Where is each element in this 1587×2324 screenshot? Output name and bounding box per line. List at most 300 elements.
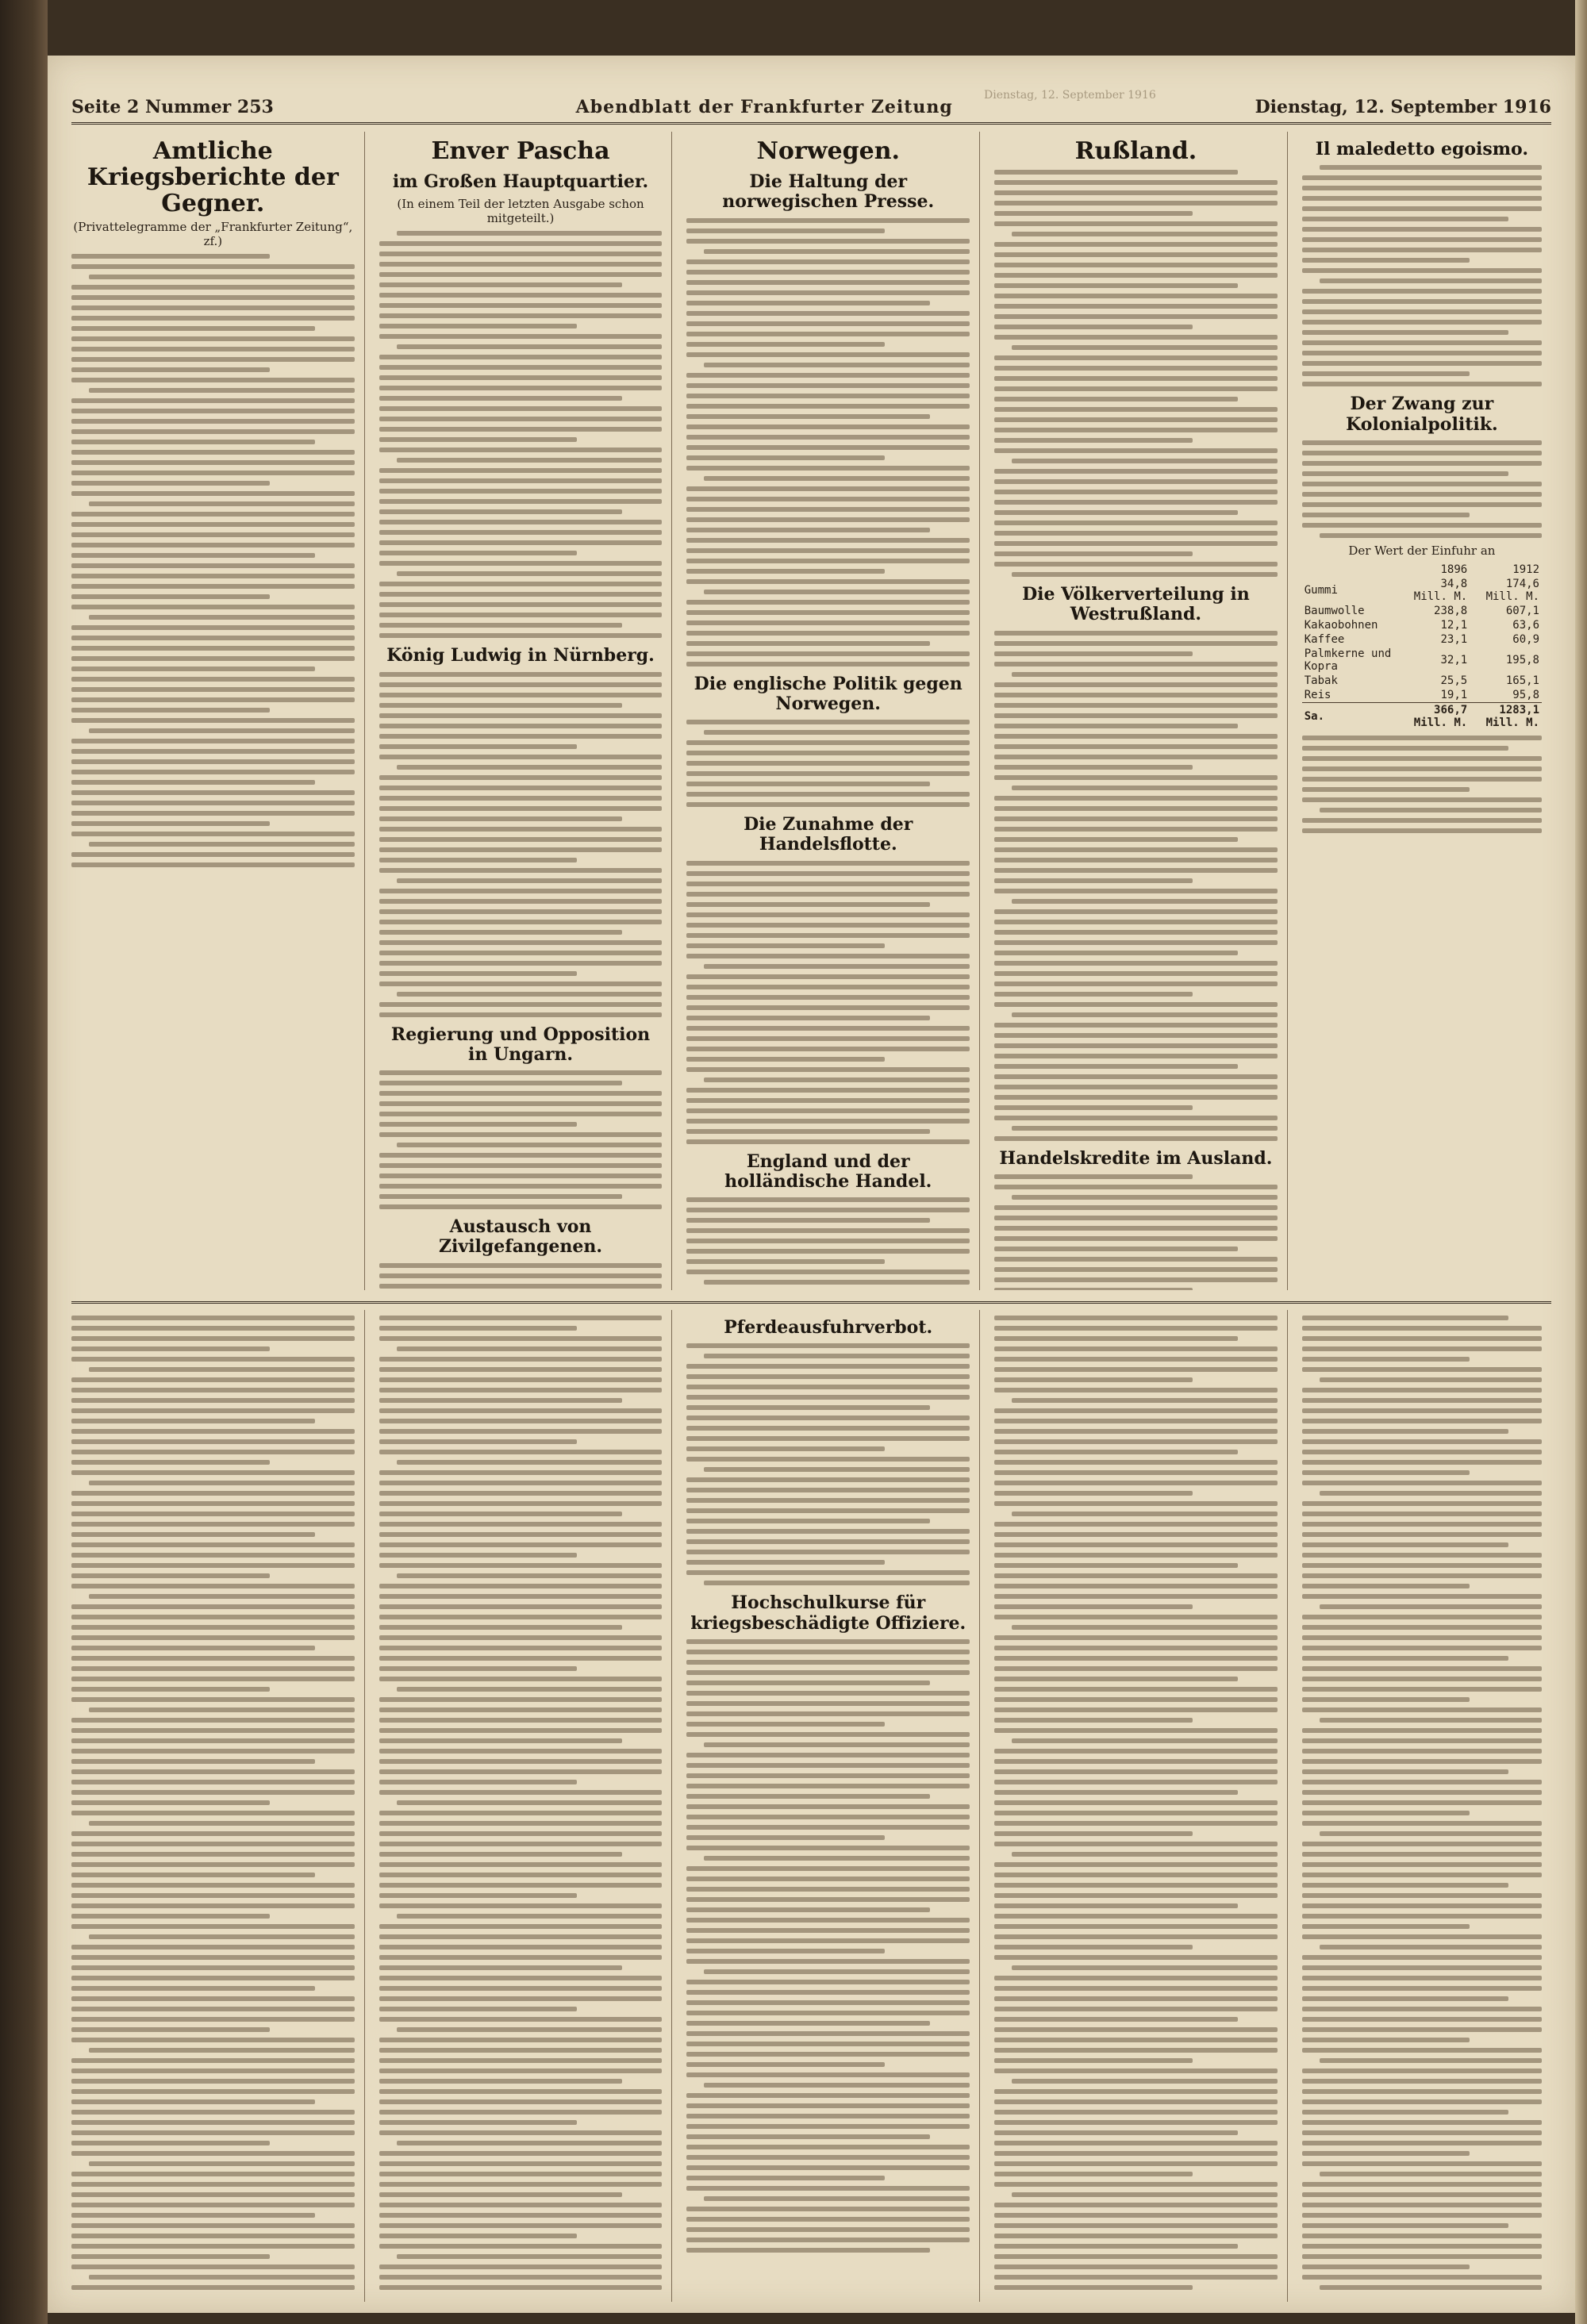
text-line (1302, 1470, 1470, 1475)
text-line (71, 739, 355, 743)
text-line (1302, 818, 1542, 823)
text-line (71, 1336, 355, 1341)
text-line (686, 974, 970, 979)
text-line (379, 1553, 578, 1558)
text-line (1302, 461, 1542, 466)
text-line (1320, 1718, 1542, 1723)
text-line (71, 605, 355, 609)
text-line (686, 383, 970, 388)
cell: 23,1 (1440, 632, 1468, 646)
text-line (71, 708, 270, 713)
text-line (994, 273, 1278, 278)
text-line (71, 2027, 270, 2032)
text-line (994, 428, 1278, 432)
text-line (1302, 1697, 1470, 1702)
text-line (379, 672, 663, 677)
text-line (994, 1105, 1193, 1110)
text-line (994, 1945, 1193, 1949)
text-line (1302, 1346, 1542, 1351)
text-line (1302, 1759, 1542, 1764)
text-line (1320, 2285, 1542, 2290)
text-line (1012, 459, 1278, 463)
text-line (994, 562, 1278, 567)
text-line (89, 728, 355, 733)
text-line (686, 995, 970, 1000)
text-line (71, 1852, 355, 1857)
text-line (71, 336, 355, 341)
text-line (686, 1343, 970, 1348)
text-line (994, 1687, 1278, 1692)
text-line (686, 424, 970, 429)
text-line (686, 352, 970, 357)
text-line (686, 2176, 885, 2180)
text-line (379, 1945, 663, 1949)
text-line (1302, 1821, 1542, 1826)
body-text (379, 1070, 663, 1209)
text-line (71, 2285, 355, 2290)
text-line (1302, 340, 1542, 345)
row-label: Kakaobohnen (1304, 618, 1378, 632)
text-line (71, 295, 355, 300)
text-line (994, 1934, 1278, 1939)
text-line (994, 734, 1278, 739)
text-line (994, 816, 1278, 821)
text-line (686, 923, 970, 928)
text-line (71, 852, 355, 857)
text-line (379, 355, 663, 359)
text-line (379, 961, 663, 966)
text-line (1302, 237, 1542, 242)
text-line (994, 479, 1278, 484)
text-line (994, 909, 1278, 914)
text-line (686, 455, 885, 460)
text-line (71, 811, 355, 816)
text-line (686, 871, 970, 876)
text-line (994, 1769, 1278, 1774)
text-line (1302, 1924, 1470, 1929)
text-line (686, 1835, 885, 1840)
text-line (379, 1976, 663, 1980)
text-line (1302, 1419, 1542, 1423)
column-1 (71, 132, 365, 1290)
text-line (71, 532, 355, 537)
text-line (71, 553, 315, 558)
text-line (379, 2244, 663, 2249)
text-line (1302, 1965, 1542, 1970)
text-line (686, 882, 970, 886)
text-line (1302, 2151, 1470, 2156)
article-note: (In einem Teil der letzten Ausgabe schon mitgeteilt.) (397, 197, 644, 226)
text-line (994, 1336, 1238, 1341)
year-header: 1896 (1440, 563, 1468, 576)
text-line (994, 1914, 1278, 1919)
text-line (686, 1426, 970, 1431)
text-line (379, 806, 663, 811)
text-line (686, 792, 970, 797)
text-line (994, 448, 1278, 453)
text-line (686, 1249, 970, 1254)
text-line (686, 1108, 970, 1113)
text-line (71, 790, 355, 795)
text-line (1302, 1790, 1542, 1795)
text-line (994, 1821, 1278, 1826)
text-line (397, 1800, 663, 1805)
text-line (686, 641, 930, 646)
text-line (71, 305, 355, 310)
text-line (397, 765, 663, 770)
text-line (379, 1091, 663, 1096)
text-line (1012, 345, 1278, 350)
text-line (994, 1460, 1278, 1465)
text-line (686, 1385, 970, 1389)
text-line (379, 1388, 663, 1392)
text-line (71, 594, 270, 599)
body-text (994, 1174, 1278, 1290)
text-line (994, 1033, 1278, 1038)
text-line (994, 1955, 1278, 1960)
text-line (1012, 1012, 1278, 1017)
masthead: Abendblatt der Frankfurter Zeitung (575, 97, 953, 117)
text-line (1302, 1883, 1508, 1888)
text-line (71, 636, 355, 640)
text-line (994, 1553, 1278, 1558)
text-line (89, 1934, 355, 1939)
text-line (686, 1197, 970, 1202)
text-line (379, 1284, 663, 1289)
article-title: Enver Pascha (431, 137, 610, 165)
text-line (397, 344, 663, 349)
section-heading: Die englische Politik gegen Norwegen. (694, 673, 963, 714)
text-line (1302, 1996, 1508, 2001)
text-line (686, 259, 970, 264)
section-heading: England und der holländische Handel. (724, 1150, 932, 1193)
text-line (994, 2213, 1278, 2218)
text-line (1012, 672, 1278, 677)
text-line (1302, 828, 1542, 833)
text-line (1302, 797, 1542, 802)
text-line (994, 1790, 1238, 1795)
text-line (686, 985, 970, 989)
text-line (704, 1467, 970, 1472)
text-line (1302, 1450, 1542, 1454)
text-line (397, 458, 663, 463)
text-line (1320, 165, 1542, 170)
text-line (71, 2089, 355, 2094)
text-line (686, 1026, 970, 1031)
text-line (379, 602, 663, 607)
text-line (1302, 382, 1542, 386)
text-line (994, 314, 1278, 319)
text-line (686, 1208, 970, 1212)
text-line (686, 1804, 970, 1809)
text-line (71, 801, 355, 805)
feuilleton-column-1 (71, 1310, 365, 2302)
text-line (1302, 1677, 1542, 1681)
text-line (1302, 1481, 1542, 1485)
text-line (379, 613, 663, 617)
body-text (379, 1316, 663, 2290)
text-line (1012, 572, 1278, 577)
text-line (1302, 1976, 1542, 1980)
section-heading: Pferdeausfuhrverbot. (724, 1317, 933, 1338)
text-line (379, 1512, 623, 1516)
text-line (1320, 1831, 1542, 1836)
text-line (994, 1780, 1278, 1784)
text-line (71, 2017, 355, 2022)
text-line (71, 1635, 355, 1640)
text-line (71, 759, 355, 764)
text-line (686, 2248, 930, 2253)
text-line (71, 2151, 355, 2156)
text-line (1302, 1367, 1542, 1372)
text-line (994, 283, 1238, 288)
text-line (71, 1687, 270, 1692)
text-line (994, 1316, 1278, 1320)
text-line (89, 2161, 355, 2166)
text-line (71, 1450, 355, 1454)
text-line (1302, 451, 1542, 455)
text-line (71, 780, 315, 785)
text-line (686, 290, 970, 295)
text-line (379, 1955, 663, 1960)
text-line (994, 2017, 1238, 2022)
text-line (686, 1259, 885, 1264)
text-line (379, 437, 578, 442)
text-line (71, 1646, 315, 1650)
section-heading: Regierung und Opposition in Ungarn. (390, 1024, 651, 1065)
text-line (994, 641, 1278, 646)
text-line (686, 1067, 970, 1072)
text-line (704, 1581, 970, 1585)
text-line (686, 1395, 970, 1400)
text-line (379, 1749, 663, 1754)
text-line (379, 623, 623, 628)
text-line (71, 1800, 270, 1805)
text-line (994, 744, 1278, 749)
text-line (71, 2141, 270, 2145)
text-line (994, 2048, 1278, 2053)
text-line (379, 981, 663, 986)
text-line (379, 1012, 663, 1017)
text-line (71, 543, 355, 547)
text-line (704, 476, 970, 481)
text-line (379, 703, 623, 708)
text-line (994, 847, 1278, 852)
text-line (1302, 1573, 1542, 1578)
text-line (994, 541, 1278, 546)
text-line (686, 912, 970, 917)
text-line (71, 347, 355, 351)
text-line (994, 1481, 1278, 1485)
text-line (686, 1876, 970, 1881)
text-line (71, 2120, 355, 2125)
text-line (686, 1907, 930, 1912)
text-line (994, 1450, 1238, 1454)
text-line (994, 1842, 1278, 1846)
body-text (686, 1639, 970, 2253)
text-line (71, 378, 355, 382)
text-line (994, 1532, 1278, 1537)
text-line (397, 571, 663, 576)
text-line (686, 414, 930, 419)
text-line (994, 1563, 1238, 1568)
text-line (994, 1996, 1278, 2001)
text-line (686, 902, 930, 907)
text-line (379, 682, 663, 687)
text-line (71, 1553, 355, 1558)
text-line (379, 478, 663, 483)
text-line (1012, 1512, 1278, 1516)
text-line (71, 749, 355, 754)
text-line (71, 2223, 355, 2228)
text-line (89, 501, 355, 506)
section-heading: Handelskredite im Ausland. (999, 1147, 1273, 1169)
text-line (1302, 1584, 1470, 1588)
text-line (379, 1357, 663, 1362)
text-line (397, 1346, 663, 1351)
text-line (994, 1573, 1278, 1578)
text-line (686, 771, 970, 776)
text-line (379, 293, 663, 298)
text-line (379, 1924, 663, 1929)
text-line (686, 2134, 930, 2139)
body-text (379, 672, 663, 1017)
text-line (994, 180, 1278, 185)
text-line (71, 491, 355, 496)
text-line (994, 263, 1278, 267)
text-line (704, 590, 970, 594)
text-line (379, 313, 663, 318)
text-line (379, 1273, 663, 1278)
text-line (994, 1074, 1278, 1079)
text-line (994, 1924, 1278, 1929)
text-line (379, 1996, 663, 2001)
table-sum-row (1302, 702, 1542, 730)
text-line (379, 2048, 663, 2053)
text-line (379, 1697, 663, 1702)
text-line (686, 2238, 970, 2242)
text-line (686, 2124, 970, 2129)
text-line (379, 2182, 663, 2187)
text-line (1302, 2027, 1542, 2032)
text-line (71, 1532, 315, 1537)
book-spine (0, 0, 48, 2324)
table-intro: Der Wert der Einfuhr an (1348, 543, 1496, 558)
text-line (994, 1346, 1278, 1351)
text-line (1012, 2192, 1278, 2197)
text-line (686, 610, 970, 615)
text-line (1302, 1769, 1508, 1774)
cell: 12,1 (1440, 618, 1468, 632)
text-line (1302, 2264, 1470, 2269)
text-line (71, 1501, 355, 1506)
text-line (1302, 1934, 1542, 1939)
text-line (1302, 1986, 1542, 1991)
text-line (686, 1959, 970, 1964)
text-line (379, 816, 623, 821)
text-line (994, 438, 1193, 443)
text-line (994, 1136, 1278, 1141)
text-line (379, 786, 663, 790)
text-line (994, 407, 1278, 412)
text-line (686, 435, 970, 440)
text-line (379, 2017, 663, 2022)
cell: 19,1 (1440, 688, 1468, 701)
text-line (686, 1139, 970, 1144)
text-line (994, 858, 1278, 862)
text-line (994, 2234, 1278, 2238)
text-line (379, 2089, 663, 2094)
text-line (994, 1357, 1278, 1362)
text-line (71, 1883, 355, 1888)
text-line (994, 1419, 1278, 1423)
text-line (1302, 1666, 1542, 1671)
text-line (1302, 1656, 1508, 1661)
text-line (379, 1336, 663, 1341)
text-line (89, 1481, 355, 1485)
text-line (1302, 268, 1542, 273)
text-line (994, 1646, 1278, 1650)
text-line (379, 827, 663, 832)
text-line (994, 2161, 1278, 2166)
text-line (379, 734, 663, 739)
text-line (1302, 766, 1542, 771)
text-line (379, 540, 663, 545)
text-line (71, 1873, 315, 1877)
text-line (994, 1522, 1278, 1527)
text-line (686, 394, 970, 398)
text-line (379, 889, 663, 893)
text-line (1302, 1357, 1470, 1362)
text-line (379, 1194, 623, 1199)
body-text (1302, 440, 1542, 538)
text-line (686, 342, 885, 347)
text-line (686, 373, 970, 378)
text-line (379, 744, 578, 749)
text-line (89, 842, 355, 847)
text-line (686, 486, 970, 491)
text-line (994, 1288, 1193, 1290)
text-line (686, 1119, 970, 1124)
text-line (397, 2027, 663, 2032)
text-line (71, 264, 355, 269)
text-line (994, 490, 1278, 494)
text-line (994, 981, 1278, 986)
text-line (379, 2192, 623, 2197)
text-line (1302, 2244, 1542, 2249)
text-line (1302, 1625, 1542, 1630)
text-line (379, 2234, 578, 2238)
text-line (379, 592, 663, 597)
text-line (994, 1236, 1278, 1241)
text-line (686, 933, 970, 938)
text-line (71, 1738, 355, 1743)
text-line (686, 2217, 970, 2222)
text-line (379, 499, 663, 504)
text-line (686, 740, 970, 745)
text-line (686, 1887, 970, 1892)
text-line (71, 2007, 355, 2011)
text-line (704, 249, 970, 254)
text-line (686, 2103, 970, 2108)
text-line (994, 211, 1193, 216)
text-line (71, 1522, 355, 1527)
text-line (379, 971, 578, 976)
text-line (71, 2099, 315, 2104)
text-line (379, 2172, 663, 2176)
text-line (686, 2072, 970, 2077)
upper-columns (71, 132, 1551, 1290)
